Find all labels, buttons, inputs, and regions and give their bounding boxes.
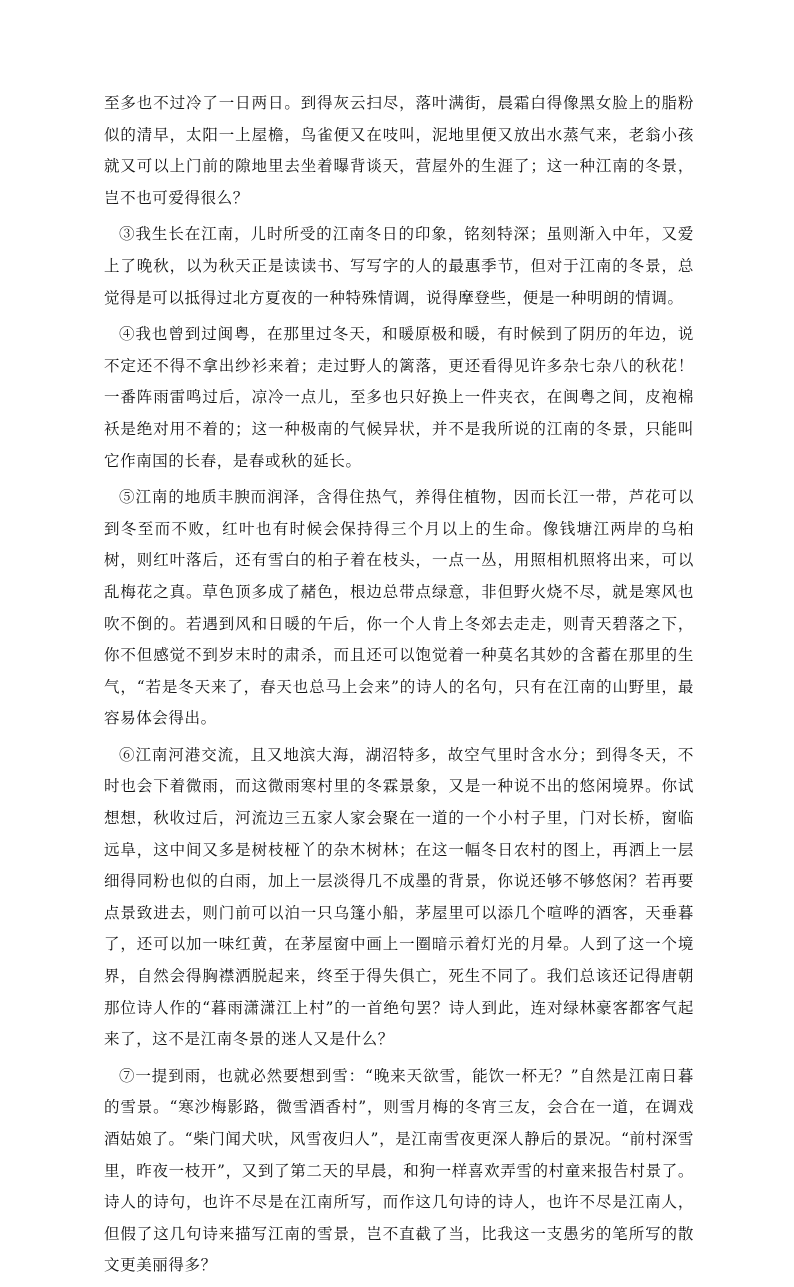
paragraph-3: ③我生长在江南，儿时所受的江南冬日的印象，铭刻特深；虽则渐入中年，又爱上了晚秋，以为秋天正是读读书、写写字的人的最惠季节，但对于江南的冬景，总觉得是可以抵得过北方夏夜的一种特殊情调，说得摩登些，便是一种明朗的情调。 [104, 225, 694, 307]
paragraph-5: ⑤江南的地质丰腴而润泽，含得住热气，养得住植物，因而长江一带，芦花可以到冬至而不败，红叶也有时候会保持得三个月以上的生命。像钱塘江两岸的乌桕树，则红叶落后，还有雪白的桕子着在枝头，一点一丛，用照相机照将出来，可以乱梅花之真。草色顶多成了赭色，根边总带点绿意，非但野火烧不尽，就是寒风也吹不倒的。若遇到风和日暖的午后，你一个人肯上冬郊去走走，则青天碧落之下，你不但感觉不到岁末时的肃杀，而且还可以饱觉着一种莫名其妙的含蓄在那里的生气，“若是冬天来了，春天也总马上会来”的诗人的名句，只有在江南的山野里，最容易体会得出。 [104, 488, 694, 728]
document-page [104, 88, 694, 1287]
paragraph-6: ⑥江南河港交流，且又地滨大海，湖沼特多，故空气里时含水分；到得冬天，不时也会下着微雨，而这微雨寒村里的冬霖景象，又是一种说不出的悠闲境界。你试想想，秋收过后，河流边三五家人家会聚在一道的一个小村子里，门对长桥，窗临远阜，这中间又多是树枝桠丫的杂木树林；在这一幅冬日农村的图上，再洒上一层细得同粉也似的白雨，加上一层淡得几不成墨的背景，你说还够不够悠闲？若再要点景致进去，则门前可以泊一只乌篷小船，茅屋里可以添几个喧哗的酒客，天垂暮了，还可以加一味红黄，在茅屋窗中画上一圈暗示着灯光的月晕。人到了这一个境界，自然会得胸襟洒脱起来，终至于得失俱亡，死生不同了。我们总该还记得唐朝那位诗人作的“暮雨潇潇江上村”的一首绝句罢？诗人到此，连对绿林豪客都客气起来了，这不是江南冬景的迷人又是什么？ [104, 745, 694, 1049]
paragraph-4: ④我也曾到过闽粤，在那里过冬天，和暖原极和暖，有时候到了阴历的年边，说不定还不得不拿出纱衫来着；走过野人的篱落，更还看得见许多杂七杂八的秋花！一番阵雨雷鸣过后，凉冷一点儿，至多也只好换上一件夹衣，在闽粤之间，皮袍棉袄是绝对用不着的；这一种极南的气候异状，并不是我所说的江南的冬景，只能叫它作南国的长春，是春或秋的延长。 [104, 325, 694, 470]
paragraph-7: ⑦一提到雨，也就必然要想到雪：“晚来天欲雪，能饮一杯无？”自然是江南日暮的雪景。“寒沙梅影路，微雪酒香村”，则雪月梅的冬宵三友，会合在一道，在调戏酒姑娘了。“柴门闻犬吠，风雪夜归人”，是江南雪夜更深人静后的景况。“前村深雪里，昨夜一枝开”，又到了第二天的早晨，和狗一样喜欢弄雪的村童来报告村景了。诗人的诗句，也许不尽是在江南所写，而作这几句诗的诗人，也许不尽是江南人，但假了这几句诗来描写江南的雪景，岂不直截了当，比我这一支愚劣的笔所写的散文更美丽得多？ [104, 1066, 694, 1275]
paragraph-continuation: 至多也不过冷了一日两日。到得灰云扫尽，落叶满街，晨霜白得像黑女脸上的脂粉似的清早，太阳一上屋檐，鸟雀便又在吱叫，泥地里便又放出水蒸气来，老翁小孩就又可以上门前的隙地里去坐着曝背谈天，营屋外的生涯了；这一种江南的冬景，岂不也可爱得很么？ [104, 94, 694, 207]
